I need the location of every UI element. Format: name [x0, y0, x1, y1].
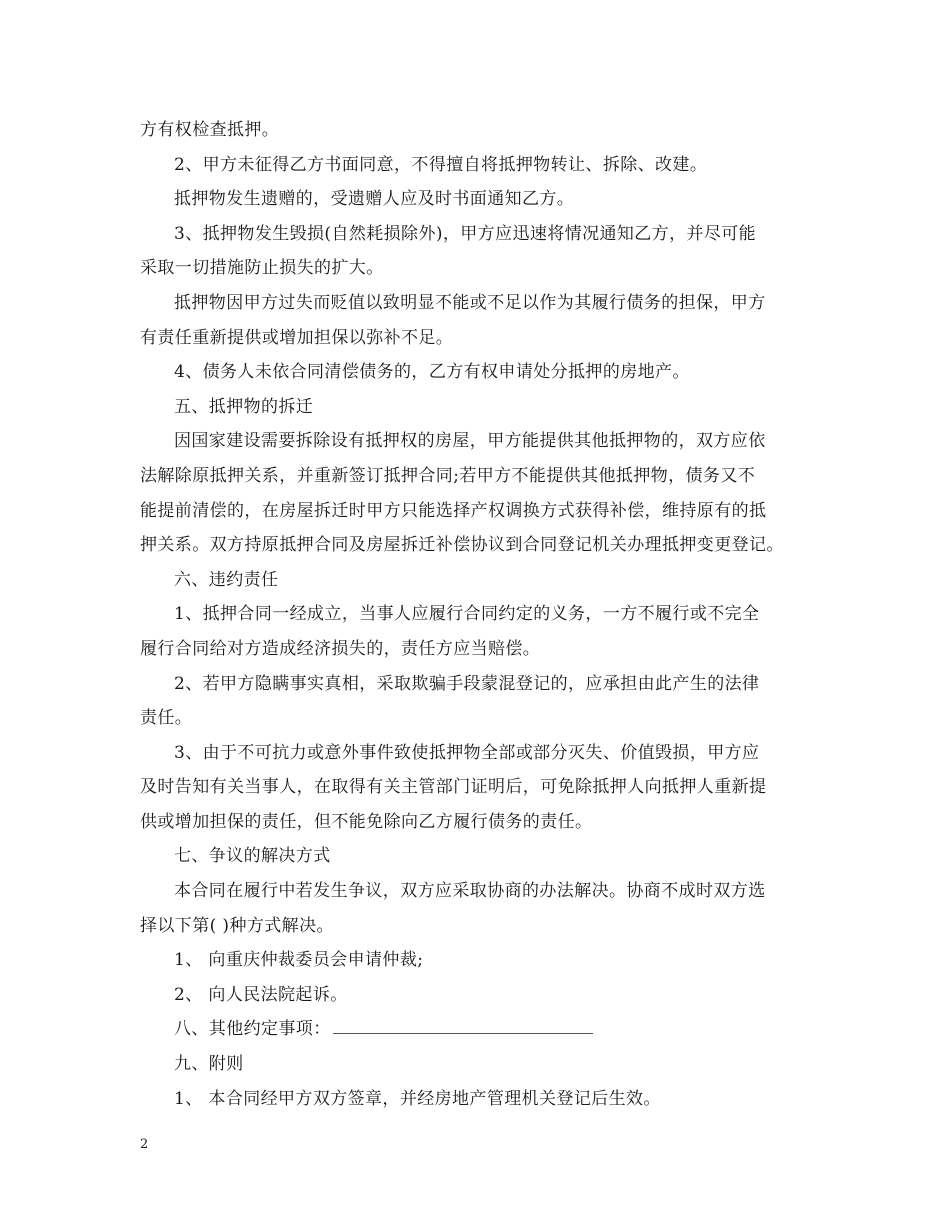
line-text: 五、抵押物的拆迁: [174, 396, 314, 417]
line-text: 有责任重新提供或增加担保以弥补不足。: [140, 327, 454, 348]
document-line: [140, 494, 825, 529]
document-line: [140, 424, 825, 459]
line-text: 方有权检查抵押。: [140, 120, 280, 140]
document-line: [140, 1047, 825, 1082]
line-text: 七、争议的解决方式: [174, 846, 331, 867]
line-text: 责任。: [140, 708, 193, 729]
line-text: 及时告知有关当事人，在取得有关主管部门证明后，可免除抵押人向抵押人重新提: [140, 777, 767, 798]
document-line: [140, 1012, 825, 1047]
document-body: [140, 113, 825, 1116]
line-text: 能提前清偿的，在房屋拆迁时甲方只能选择产权调换方式获得补偿，维持原有的抵: [140, 500, 767, 521]
page-number: 2: [140, 1137, 149, 1152]
line-text: 4、债务人未依合同清偿债务的，乙方有权申请处分抵押的房地产。: [174, 362, 690, 383]
line-text: 3、抵押物发生毁损(自然耗损除外)，甲方应迅速将情况通知乙方，并尽可能: [174, 223, 757, 244]
line-text: 八、其他约定事项：: [174, 1019, 331, 1040]
document-line: [140, 182, 825, 217]
document-line: [140, 805, 825, 840]
document-line: [140, 286, 825, 321]
document-line: [140, 217, 825, 252]
line-text: 履行合同给对方造成经济损失的，责任方应当赔偿。: [140, 638, 541, 659]
document-line: [140, 597, 825, 632]
document-line: [140, 943, 825, 978]
document-line: [140, 563, 825, 598]
document-line: [140, 978, 825, 1013]
line-text: 抵押物发生遗赠的，受遗赠人应及时书面通知乙方。: [174, 189, 575, 210]
line-text: 2、若甲方隐瞒事实真相，采取欺骗手段蒙混登记的，应承担由此产生的法律: [174, 673, 760, 694]
line-text: 2、甲方未征得乙方书面同意，不得擅自将抵押物转让、拆除、改建。: [174, 154, 708, 175]
line-text: 押关系。双方持原抵押合同及房屋拆迁补偿协议到合同登记机关办理抵押变更登记。: [140, 535, 784, 556]
line-text: 2、 向人民法院起诉。: [174, 984, 348, 1005]
document-line: [140, 390, 825, 425]
line-text: 采取一切措施防止损失的扩大。: [140, 258, 384, 279]
line-text: 择以下第( )种方式解决。: [140, 915, 334, 936]
document-line: [140, 459, 825, 494]
document-line: [140, 736, 825, 771]
document-line: [140, 909, 825, 944]
line-text: 1、 向重庆仲裁委员会申请仲裁;: [174, 950, 424, 971]
line-text: 六、违约责任: [174, 569, 279, 590]
document-line: [140, 113, 825, 148]
line-text: 3、由于不可抗力或意外事件致使抵押物全部或部分灭失、价值毁损，甲方应: [174, 742, 760, 763]
document-line: [140, 632, 825, 667]
document-line: [140, 874, 825, 909]
line-text: 1、抵押合同一经成立，当事人应履行合同约定的义务，一方不履行或不完全: [174, 604, 760, 625]
document-line: [140, 321, 825, 356]
line-text: 供或增加担保的责任，但不能免除向乙方履行债务的责任。: [140, 811, 593, 832]
document-line: [140, 528, 825, 563]
line-text: 九、附则: [174, 1054, 244, 1075]
document-line: [140, 355, 825, 390]
document-line: [140, 839, 825, 874]
document-line: [140, 148, 825, 183]
document-line: [140, 701, 825, 736]
line-text: 本合同在履行中若发生争议，双方应采取协商的办法解决。协商不成时双方选: [174, 881, 766, 902]
document-line: [140, 1082, 825, 1117]
line-text: 法解除原抵押关系，并重新签订抵押合同;若甲方不能提供其他抵押物，债务又不: [140, 465, 756, 486]
document-line: [140, 667, 825, 702]
line-text: 因国家建设需要拆除设有抵押权的房屋，甲方能提供其他抵押物的，双方应依: [174, 431, 766, 452]
line-text: 抵押物因甲方过失而贬值以致明显不能或不足以作为其履行债务的担保，甲方: [174, 292, 766, 313]
line-text: 1、 本合同经甲方双方签章，并经房地产管理机关登记后生效。: [174, 1088, 661, 1109]
fill-in-blank: [333, 1019, 593, 1034]
document-line: [140, 251, 825, 286]
document-line: [140, 770, 825, 805]
